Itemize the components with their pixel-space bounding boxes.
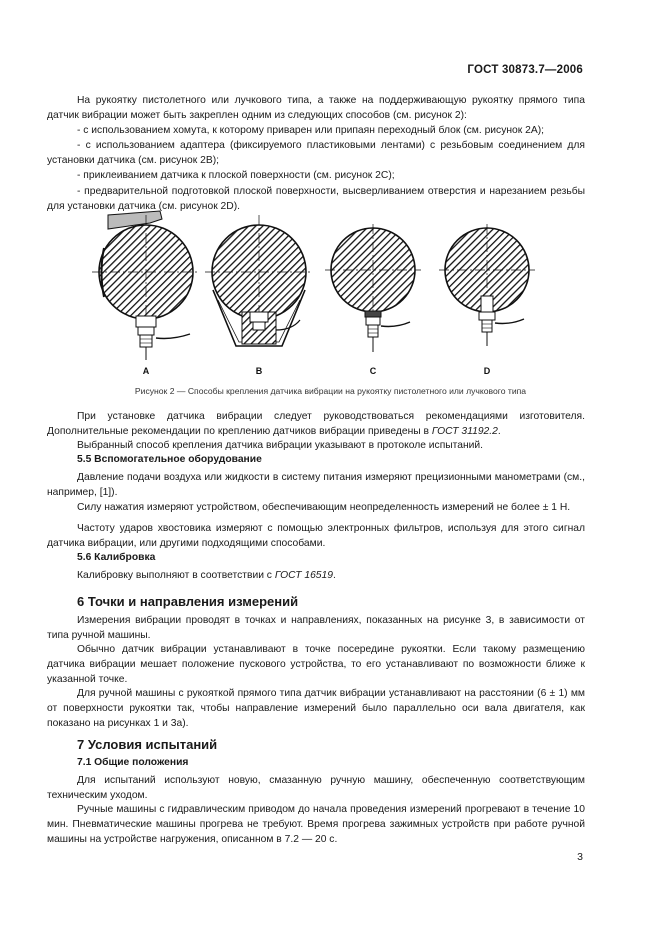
list-item: - с использованием адаптера (фиксируемого пластиковыми лентами) с резьбовым соединением для установки датчика (см. рисунок 2В); [47,140,585,167]
mount-variant-a [92,211,200,360]
paragraph: Выбранный способ крепления датчика вибрации указывают в протоколе испытаний. [77,440,484,451]
figure-caption: Рисунок 2 — Способы крепления датчика вибрации на рукоятку пистолетного или лучкового типа [134,386,527,396]
mount-variant-c [325,224,421,352]
figure-2-drawing [0,0,661,400]
mount-variant-b [205,215,313,346]
paragraph: Давление подачи воздуха или жидкости в систему питания измеряют прецизионными манометрами (см., например, [1]). [47,472,585,499]
mount-variant-d [439,224,535,346]
document-header: ГОСТ 30873.7—2006 [467,64,583,76]
section-title: 6 Точки и направления измерений [77,594,299,609]
paragraph: Силу нажатия измеряют устройством, обеспечивающим неопределенность измерений не более ± 1 Н. [77,502,571,513]
paragraph: Обычно датчик вибрации устанавливают в точке посередине рукоятки. Если такому размещению датчика вибрации мешает положение пускового устройства, то его устанавливают по возможности ближе к указанной точке. [47,644,585,686]
subsection-title: 5.5 Вспомогательное оборудование [77,454,262,465]
intro-paragraph: На рукоятку пистолетного или лучкового типа, а также на поддерживающую рукоятку прямого типа датчик вибрации может быть закреплен одним из следующих способов (см. рисунок 2): [47,95,585,122]
paragraph: Ручные машины с гидравлическим приводом до начала проведения измерений прогревают в течение 10 мин. Пневматические машины прогрева не требуют. Время прогрева зажимных устройств при работе ручной машины на устройстве нагружения, описанном в 7.2 — 20 с. [47,804,585,846]
paragraph: Для испытаний используют новую, смазанную ручную машину, обеспеченную соответствующим техническим уходом. [47,775,585,802]
figure-label-d: D [483,366,491,376]
paragraph: При установке датчика вибрации следует руководствоваться рекомендациями изготовителя. Дополнительные рекомендации по креплению датчиков вибрации приведены в ГОСТ 31192.2. [47,411,585,438]
standard-reference: ГОСТ 16519 [274,570,333,581]
paragraph: Частоту ударов хвостовика измеряют с помощью электронных фильтров, используя для этого сигнал датчика вибрации, или другими подходящими способами. [47,523,585,550]
subsection-title: 5.6 Калибровка [77,552,156,563]
subsection-title: 7.1 Общие положения [77,757,189,768]
page-number: 3 [577,851,583,863]
figure-label-a: A [142,366,150,376]
list-item: - предварительной подготовкой плоской поверхности, высверливанием отверстия и нарезанием резьбы для установки датчика (см. рисунок 2D). [47,186,585,213]
paragraph: Калибровку выполняют в соответствии с ГОСТ 16519. [77,570,336,581]
paragraph: Измерения вибрации проводят в точках и направлениях, показанных на рисунке 3, в зависимости от типа ручной машины. [47,615,585,642]
figure-label-c: C [369,366,377,376]
paragraph: Для ручной машины с рукояткой прямого типа датчик вибрации устанавливают на расстоянии (6 ± 1) мм от поверхности рукоятки так, чтобы направление измерений было параллельно оси вала двигателя, как показано на рисунках 1 и 3а). [47,688,585,730]
figure-label-b: B [255,366,263,376]
list-item: - с использованием хомута, к которому приварен или припаян переходный блок (см. рисунок 2А); [77,125,545,136]
standard-reference: ГОСТ 31192.2 [431,426,498,438]
section-title: 7 Условия испытаний [77,737,218,752]
list-item: - приклеиванием датчика к плоской поверхности (см. рисунок 2С); [77,170,395,181]
